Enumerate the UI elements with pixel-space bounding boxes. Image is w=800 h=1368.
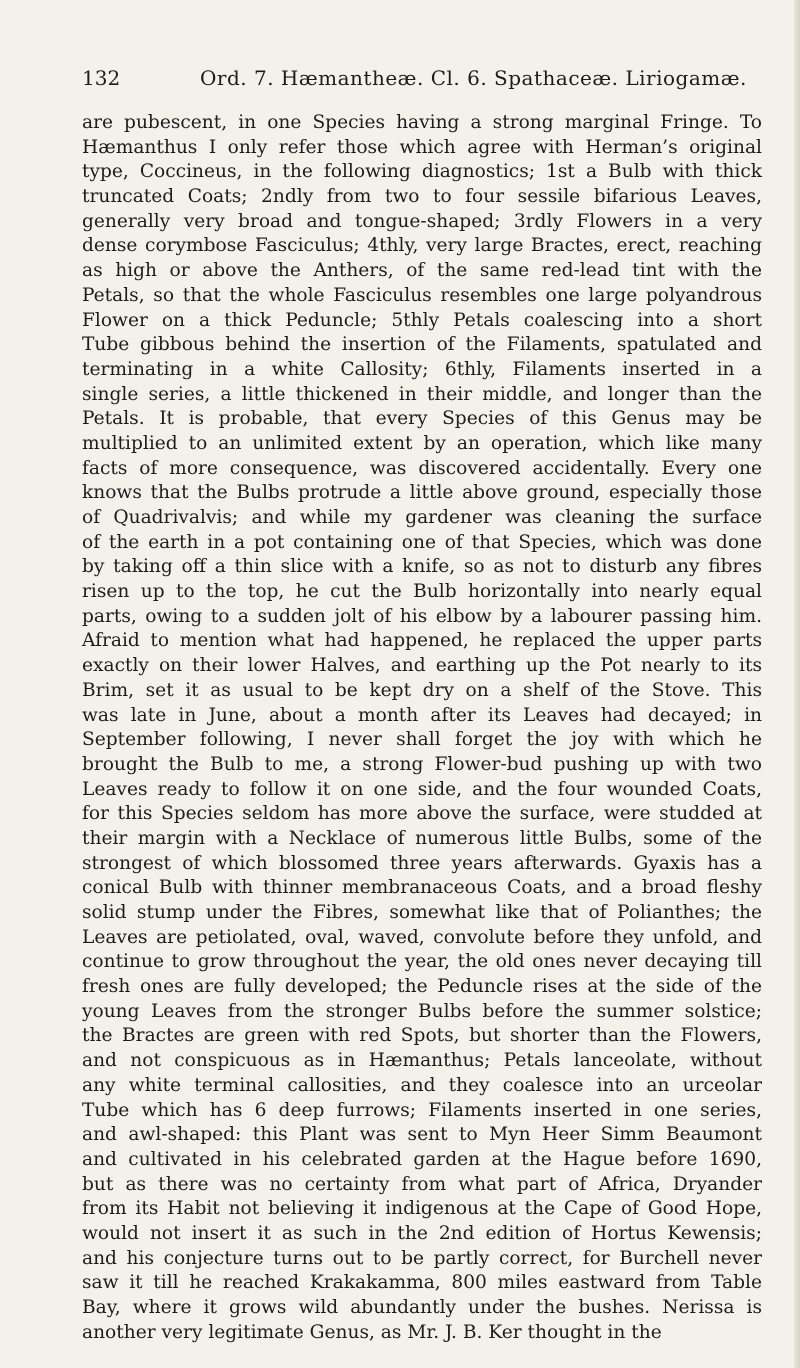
text-line: and not conspicuous as in Hæmanthus; Petals lanceolate, without xyxy=(82,1050,762,1072)
text-line: Flower on a thick Peduncle; 5thly Petals coalescing into a short xyxy=(82,309,762,331)
text-line: but as there was no certainty from what part of Africa, Dryander xyxy=(82,1173,762,1195)
text-line: type, Coccineus, in the following diagnostics; 1st a Bulb with thick xyxy=(82,161,762,183)
text-line: Tube which has 6 deep furrows; Filaments inserted in one series, xyxy=(82,1099,762,1121)
text-line: Tube gibbous behind the insertion of the Filaments, spatulated and xyxy=(82,334,762,356)
text-line: the Bractes are green with red Spots, but shorter than the Flowers, xyxy=(82,1025,762,1047)
text-line: from its Habit not believing it indigenous at the Cape of Good Hope, xyxy=(82,1198,762,1220)
text-line: brought the Bulb to me, a strong Flower-bud pushing up with two xyxy=(82,753,762,775)
text-line: knows that the Bulbs protrude a little above ground, especially those xyxy=(82,482,762,504)
text-line: conical Bulb with thinner membranaceous Coats, and a broad fleshy xyxy=(82,877,762,899)
page-edge xyxy=(794,0,800,1368)
text-line: Brim, set it as usual to be kept dry on a shelf of the Stove. This xyxy=(82,679,762,701)
text-line: risen up to the top, he cut the Bulb horizontally into nearly equal xyxy=(82,581,762,603)
text-line: parts, owing to a sudden jolt of his elbow by a labourer passing him. xyxy=(82,605,762,627)
text-line: Afraid to mention what had happened, he replaced the upper parts xyxy=(82,630,762,652)
text-line: dense corymbose Fasciculus; 4thly, very large Bractes, erect, reaching xyxy=(82,235,762,257)
page-header xyxy=(82,66,762,96)
running-title: Ord. 7. Hæmantheæ. Cl. 6. Spathaceæ. Liriogamæ. xyxy=(200,66,747,90)
text-line: truncated Coats; 2ndly from two to four sessile bifarious Leaves, xyxy=(82,186,762,208)
text-line: and cultivated in his celebrated garden at the Hague before 1690, xyxy=(82,1148,762,1170)
text-line: was late in June, about a month after its Leaves had decayed; in xyxy=(82,704,762,726)
text-line: are pubescent, in one Species having a strong marginal Fringe. To xyxy=(82,112,762,133)
text-line: Hæmanthus I only refer those which agree with Herman’s original xyxy=(82,136,762,158)
text-line: by taking off a thin slice with a knife, so as not to disturb any fibres xyxy=(82,556,762,578)
page-number: 132 xyxy=(82,66,121,90)
text-line: solid stump under the Fibres, somewhat like that of Polianthes; the xyxy=(82,902,762,923)
text-line: Petals, so that the whole Fasciculus resembles one large polyandrous xyxy=(82,284,762,306)
text-line: terminating in a white Callosity; 6thly, Filaments inserted in a xyxy=(82,358,762,380)
text-line: Petals. It is probable, that every Species of this Genus may be xyxy=(82,408,762,430)
text-line: their margin with a Necklace of numerous little Bulbs, some of the xyxy=(82,827,762,849)
text-line: young Leaves from the stronger Bulbs before the summer solstice; xyxy=(82,1000,762,1022)
text-line: and awl-shaped: this Plant was sent to Myn Heer Simm Beaumont xyxy=(82,1124,762,1146)
text-line: saw it till he reached Krakakamma, 800 miles eastward from Table xyxy=(82,1272,762,1294)
text-line: continue to grow throughout the year, the old ones never decaying till xyxy=(82,951,762,973)
text-line: Leaves are petiolated, oval, waved, convolute before they unfold, and xyxy=(82,926,762,948)
text-line: generally very broad and tongue-shaped; 3rdly Flowers in a very xyxy=(82,210,762,232)
text-line: of the earth in a pot containing one of that Species, which was done xyxy=(82,531,762,553)
text-line: fresh ones are fully developed; the Peduncle rises at the side of the xyxy=(82,976,762,998)
text-line: and his conjecture turns out to be partly correct, for Burchell never xyxy=(82,1247,762,1269)
body-text xyxy=(82,111,762,1345)
text-line: Bay, where it grows wild abundantly under the bushes. Nerissa is xyxy=(82,1297,762,1318)
text-line: exactly on their lower Halves, and earthing up the Pot nearly to its xyxy=(82,655,762,677)
text-line: any white terminal callosities, and they coalesce into an urceolar xyxy=(82,1074,762,1096)
text-line: for this Species seldom has more above the surface, were studded at xyxy=(82,803,762,825)
text-line: Leaves ready to follow it on one side, and the four wounded Coats, xyxy=(82,778,762,800)
text-line: strongest of which blossomed three years afterwards. Gyaxis has a xyxy=(82,852,762,874)
text-line: of Quadrivalvis; and while my gardener was cleaning the surface xyxy=(82,507,762,528)
text-line: would not insert it as such in the 2nd edition of Hortus Kewensis; xyxy=(82,1222,762,1244)
text-line: as high or above the Anthers, of the same red-lead tint with the xyxy=(82,260,762,282)
text-line: single series, a little thickened in their middle, and longer than the xyxy=(82,383,762,405)
text-line: facts of more consequence, was discovered accidentally. Every one xyxy=(82,457,762,479)
text-line: September following, I never shall forget the joy with which he xyxy=(82,729,762,751)
text-line: another very legitimate Genus, as Mr. J. B. Ker thought in the xyxy=(82,1321,662,1343)
text-line: multiplied to an unlimited extent by an operation, which like many xyxy=(82,432,762,454)
